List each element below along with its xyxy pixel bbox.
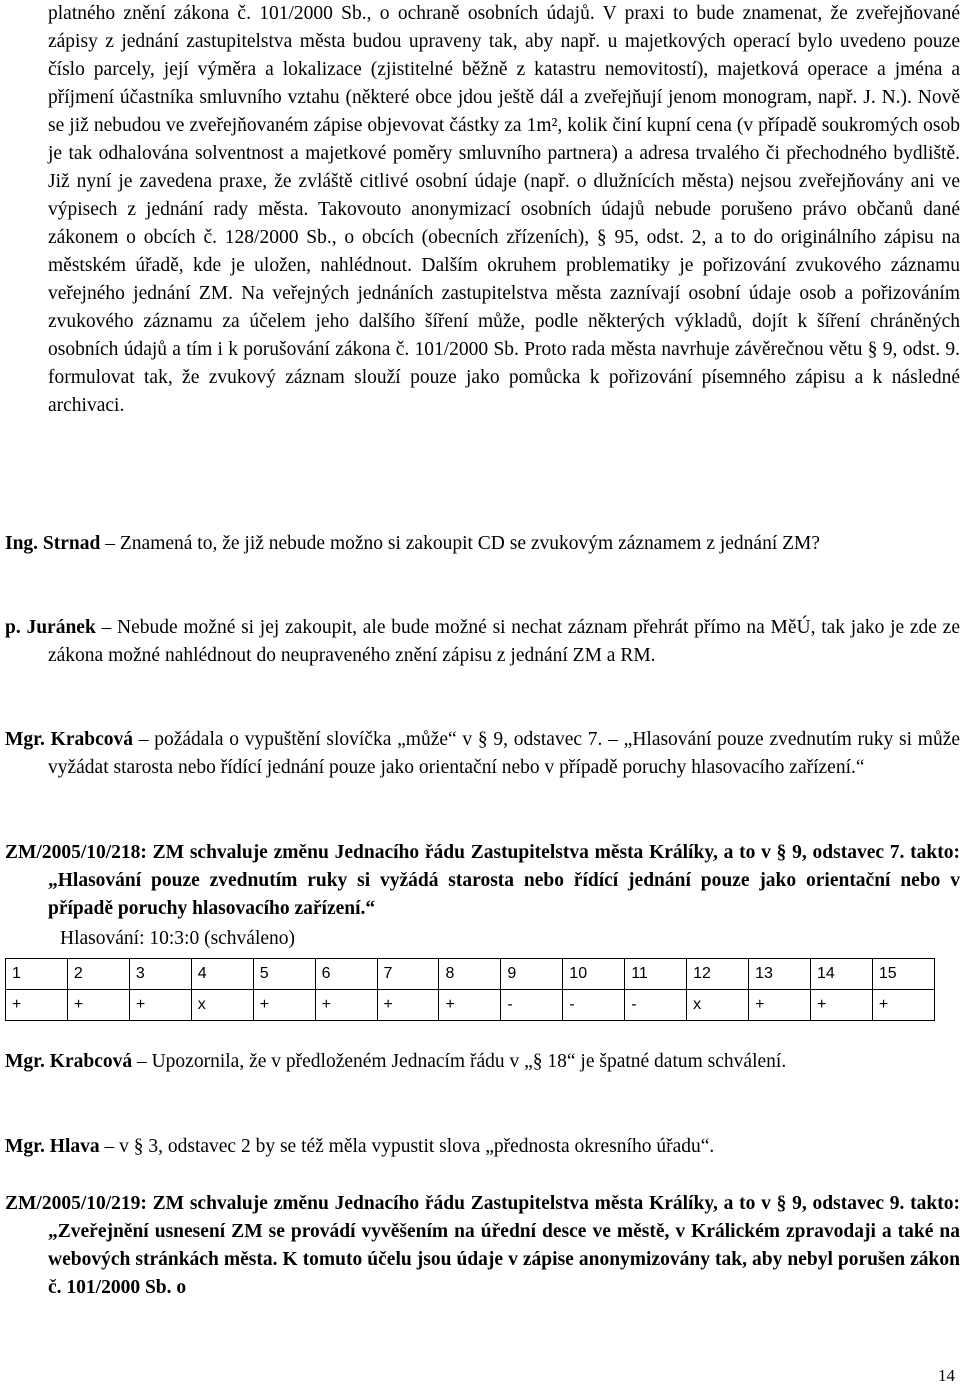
vote-table-vote-cell: -	[563, 990, 625, 1021]
speaker-name: Mgr. Krabcová	[5, 729, 133, 750]
vote-table-member-number: 12	[687, 959, 749, 990]
speaker-name: Mgr. Hlava	[5, 1136, 100, 1157]
vote-table-vote-cell: +	[439, 990, 501, 1021]
speaker-text: – požádala o vypuštění slovíčka „může“ v § 9, odstavec 7. – „Hlasování pouze zvednutím ruky si může vyžádat starosta nebo řídící jednání pouze jako orientační nebo v případě poruchy hlasovacího zařízení.“	[48, 729, 960, 778]
speaker-juranek	[5, 614, 960, 670]
speaker-text: – v § 3, odstavec 2 by se též měla vypustit slova „přednosta okresního úřadu“.	[99, 1136, 715, 1157]
page-number: 14	[938, 1366, 955, 1385]
vote-table-vote-cell: +	[749, 990, 811, 1021]
speaker-name: Mgr. Krabcová	[5, 1051, 133, 1072]
vote-table-member-number: 7	[377, 959, 439, 990]
vote-table-member-number: 6	[315, 959, 377, 990]
vote-result: Hlasování: 10:3:0 (schváleno)	[60, 928, 296, 949]
speaker-text: – Nebude možné si jej zakoupit, ale bude možné si nechat záznam přehrát přímo na MěÚ, tak jako je zde ze zákona možné nahlédnout do neupraveného znění zápisu z jednání ZM a RM.	[48, 617, 960, 666]
vote-table	[5, 958, 935, 1021]
vote-table-member-number: 3	[129, 959, 191, 990]
vote-table-member-number: 14	[810, 959, 872, 990]
vote-table-member-number: 4	[191, 959, 253, 990]
vote-table-member-number: 8	[439, 959, 501, 990]
vote-table-vote-cell: +	[872, 990, 934, 1021]
vote-table-vote-cell: x	[191, 990, 253, 1021]
vote-table-vote-cell: +	[129, 990, 191, 1021]
speaker-text: – Znamená to, že již nebude možno si zakoupit CD se zvukovým záznamem z jednání ZM?	[100, 533, 821, 554]
vote-table-member-number: 1	[6, 959, 68, 990]
vote-table-member-number: 5	[253, 959, 315, 990]
vote-table-member-number: 10	[563, 959, 625, 990]
vote-table-vote-row	[6, 990, 935, 1021]
vote-table-vote-cell: +	[810, 990, 872, 1021]
speaker-name: Ing. Strnad	[5, 533, 101, 554]
vote-table-member-number: 2	[67, 959, 129, 990]
vote-table-vote-cell: +	[6, 990, 68, 1021]
vote-table-vote-cell: +	[67, 990, 129, 1021]
speaker-name: p. Juránek	[5, 617, 96, 638]
speaker-krabcova-1	[5, 726, 960, 782]
vote-table-vote-cell: x	[687, 990, 749, 1021]
vote-table-vote-cell: +	[253, 990, 315, 1021]
vote-table-vote-cell: +	[315, 990, 377, 1021]
vote-table-vote-cell: -	[501, 990, 563, 1021]
vote-table-member-number: 11	[625, 959, 687, 990]
vote-table-vote-cell: -	[625, 990, 687, 1021]
vote-table-member-number: 15	[872, 959, 934, 990]
resolution-219: ZM/2005/10/219: ZM schvaluje změnu Jednacího řádu Zastupitelstva města Králíky, a to v § 9, odstavec 9. takto: „Zveřejnění usnesení ZM se provádí vyvěšením na úřední desce ve městě, v Králickém zpravodaji a také na webových stránkách města. K tomuto účelu jsou údaje v zápise anonymizovány tak, aby nebyl porušen zákon č. 101/2000 Sb. o	[5, 1193, 960, 1298]
body-paragraph: platného znění zákona č. 101/2000 Sb., o ochraně osobních údajů. V praxi to bude znamenat, že zveřejňované zápisy z jednání zastupitelstva města budou upraveny tak, aby např. u majetkových operací bylo uvedeno pouze číslo parcely, její výměra a lokalizace (zjistitelné běžně z katastru nemovitostí), majetková operace a jména a příjmení účastníka smluvního vztahu (některé obce jdou ještě dál a zveřejňují jenom monogram, např. J. N.). Nově se již nebudou ve zveřejňovaném zápise objevovat částky za 1m², kolik činí kupní cena (v případě soukromých osob je tak odhalována solventnost a majetkové poměry smluvního partnera) a adresa trvalého či přechodného bydliště. Již nyní je zavedena praxe, že zvláště citlivé osobní údaje (např. o dlužnících města) nejsou zveřejňovány ani ve výpisech z jednání rady města. Takovouto anonymizací osobních údajů nebude porušeno právo občanů dané zákonem o obcích č. 128/2000 Sb., o obcích (obecních zřízeních), § 95, odst. 2, a to do originálního zápisu na městském úřadě, kde je uložen, nahlédnout. Dalším okruhem problematiky je pořizování zvukového záznamu veřejného jednání ZM. Na veřejných jednáních zastupitelstva města zaznívají osobní údaje osob a pořizováním zvukového záznamu za účelem jeho dalšího šíření může, podle některých výkladů, dojít k šíření chráněných osobních údajů a tím i k porušování zákona č. 101/2000 Sb. Proto rada města navrhuje závěrečnou větu § 9, odst. 9. formulovat tak, že zvukový záznam slouží pouze jako pomůcka k pořizování písemného zápisu a k následné archivaci.	[48, 3, 960, 416]
speaker-krabcova-2	[5, 1048, 960, 1076]
vote-table-member-number: 13	[749, 959, 811, 990]
vote-table-member-number: 9	[501, 959, 563, 990]
vote-table-number-row	[6, 959, 935, 990]
speaker-strnad	[5, 530, 960, 558]
vote-table-vote-cell: +	[377, 990, 439, 1021]
speaker-hlava	[5, 1133, 960, 1161]
speaker-text: – Upozornila, že v předloženém Jednacím řádu v „§ 18“ je špatné datum schválení.	[132, 1051, 787, 1072]
resolution-218: ZM/2005/10/218: ZM schvaluje změnu Jednacího řádu Zastupitelstva města Králíky, a to v § 9, odstavec 7. takto: „Hlasování pouze zvednutím ruky si vyžádá starosta nebo řídící jednání pouze jako orientační nebo v případě poruchy hlasovacího zařízení.“	[5, 842, 960, 919]
